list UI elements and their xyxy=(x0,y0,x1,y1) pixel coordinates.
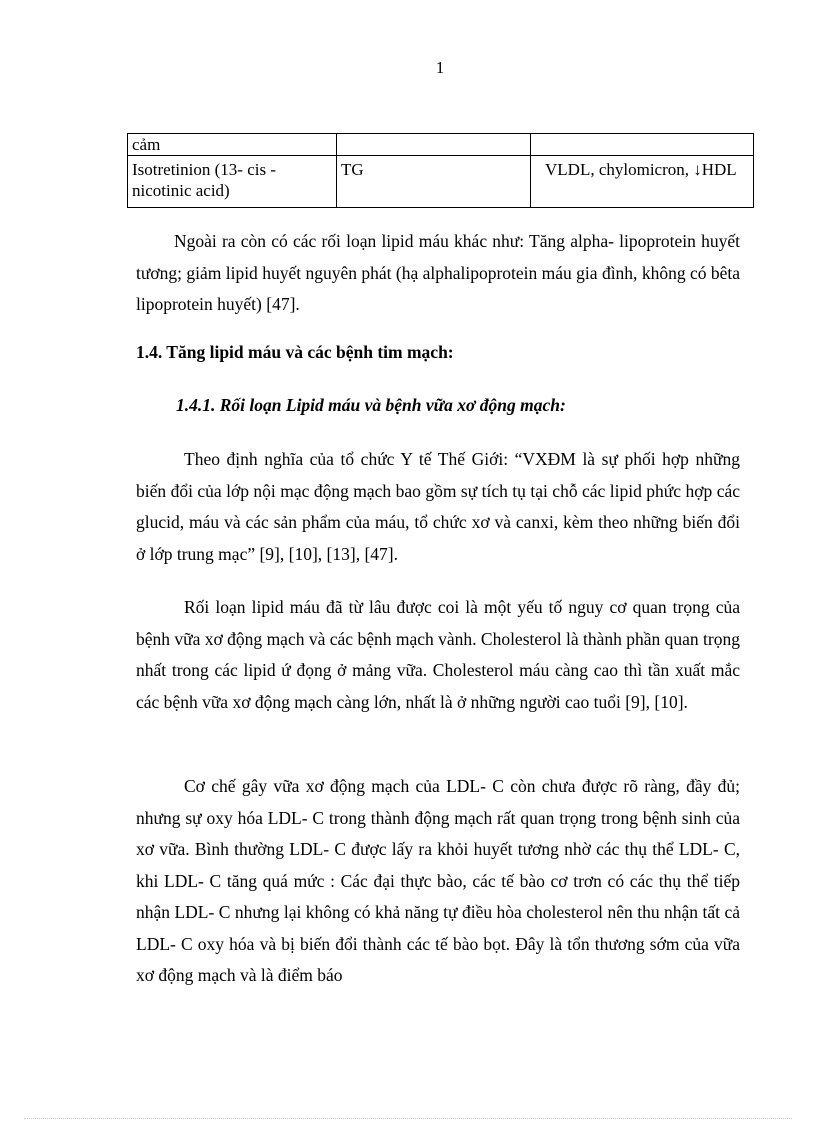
table-cell-text: VLDL, chylomicron, ↓HDL xyxy=(545,160,737,179)
page-number: 1 xyxy=(435,58,445,77)
table-cell: TG xyxy=(337,156,531,208)
table-row xyxy=(128,134,754,156)
section-heading: 1.4. Tăng lipid máu và các bệnh tim mạch: xyxy=(136,342,454,362)
table-cell: Isotretinion (13- cis - nicotinic acid) xyxy=(128,156,337,208)
table-cell xyxy=(531,156,754,208)
paragraph-risk-factor: Rối loạn lipid máu đã từ lâu được coi là một yếu tố nguy cơ quan trọng của bệnh vữa xơ động mạch và các bệnh mạch vành. Cholesterol là thành phần quan trọng nhất trong các lipid ứ đọng ở mảng vữa. Cholesterol máu càng cao thì tần xuất mắc các bệnh vữa xơ động mạch càng lớn, nhất là ở những người cao tuổi [9], [10]. xyxy=(136,597,740,712)
paragraph-definition: Theo định nghĩa của tổ chức Y tế Thế Giới: “VXĐM là sự phối hợp những biến đổi của lớp nội mạc động mạch bao gồm sự tích tụ tại chỗ các lipid phức hợp các glucid, máu và các sản phẩm của máu, tổ chức xơ và canxi, kèm theo những biến đổi ở lớp trung mạc” [9], [10], [13], [47]. xyxy=(136,449,740,564)
table-row xyxy=(128,156,754,208)
table-cell xyxy=(531,134,754,156)
paragraph-other-disorders: Ngoài ra còn có các rối loạn lipid máu khác như: Tăng alpha- lipoprotein huyết tương; giảm lipid huyết nguyên phát (hạ alphalipoprotein máu gia đình, không có bêta lipoprotein huyết) [47]. xyxy=(136,231,740,314)
page-bottom-divider xyxy=(24,1118,792,1119)
table-cell xyxy=(337,134,531,156)
drug-table xyxy=(127,133,754,208)
paragraph-mechanism: Cơ chế gây vữa xơ động mạch của LDL- C còn chưa được rõ ràng, đầy đủ; nhưng sự oxy hóa LDL- C trong thành động mạch rất quan trọng trong bệnh sinh của xơ vữa. Bình thường LDL- C được lấy ra khỏi huyết tương nhờ các thụ thể LDL- C, khi LDL- C tăng quá mức : Các đại thực bào, các tế bào cơ trơn có các thụ thể tiếp nhận LDL- C nhưng lại không có khả năng tự điều hòa cholesterol nên thu nhận tất cả LDL- C oxy hóa và bị biến đổi thành các tế bào bọt. Đây là tổn thương sớm của vữa xơ động mạch và là điểm báo xyxy=(136,776,740,985)
table-cell: cảm xyxy=(128,134,337,156)
subsection-heading: 1.4.1. Rối loạn Lipid máu và bệnh vữa xơ động mạch: xyxy=(176,395,566,415)
